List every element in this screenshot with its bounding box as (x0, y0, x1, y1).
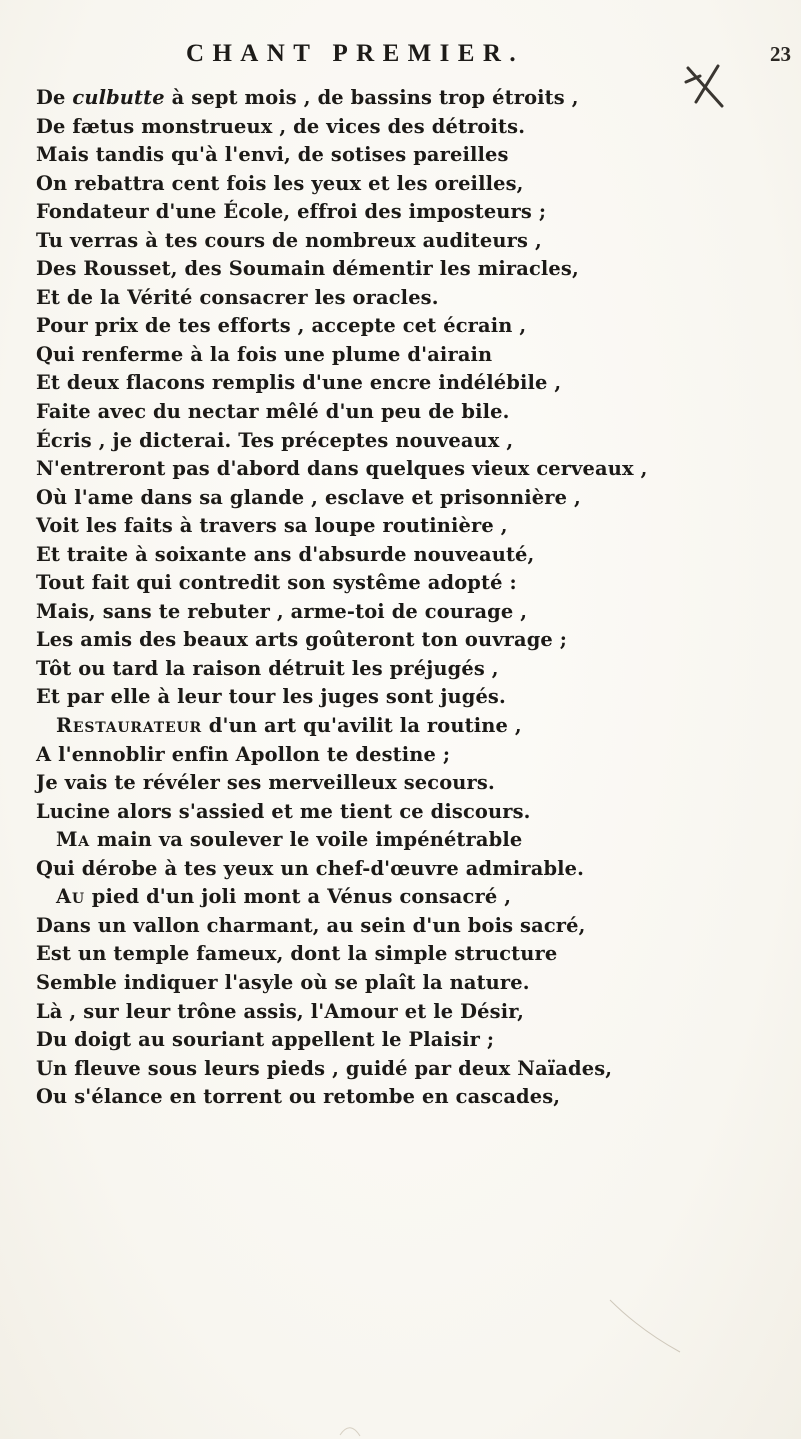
verse-text: A l'ennoblir enfin Apollon te destine ; (36, 742, 451, 766)
small-caps-lead: Au (56, 885, 85, 909)
verse-text: Mais, sans te rebuter , arme-toi de courage , (36, 599, 528, 623)
verse-line (36, 455, 796, 484)
verse-line (36, 369, 796, 398)
verse-line (36, 626, 796, 655)
verse-line (36, 598, 796, 627)
verse-block (36, 84, 796, 1112)
verse-line (36, 655, 796, 684)
verse-text: Là , sur leur trône assis, l'Amour et le Désir, (36, 999, 525, 1023)
verse-line (36, 826, 796, 855)
verse-line (36, 255, 796, 284)
verse-line (36, 227, 796, 256)
small-caps-lead: Restaurateur (56, 714, 202, 738)
verse-line (36, 541, 796, 570)
verse-text: Qui renferme à la fois une plume d'airain (36, 342, 493, 366)
verse-text: Tout fait qui contredit son systême adopté : (36, 571, 517, 595)
verse-line (36, 883, 796, 912)
verse-text: De fætus monstrueux , de vices des détroits. (36, 114, 526, 138)
verse-line (36, 940, 796, 969)
verse-line (36, 855, 796, 884)
verse-text: pied d'un joli mont a Vénus consacré , (84, 885, 512, 909)
verse-text: Mais tandis qu'à l'envi, de sotises pareilles (36, 143, 509, 167)
verse-line (36, 113, 796, 142)
verse-line (36, 484, 796, 513)
verse-line (36, 341, 796, 370)
verse-text: Fondateur d'une École, effroi des imposteurs ; (36, 200, 547, 224)
verse-line (36, 769, 796, 798)
verse-text: Du doigt au souriant appellent le Plaisir ; (36, 1028, 495, 1052)
verse-text: Est un temple fameux, dont la simple structure (36, 942, 558, 966)
verse-text: Les amis des beaux arts goûteront ton ouvrage ; (36, 628, 568, 652)
verse-line (36, 1083, 796, 1112)
verse-line (36, 512, 796, 541)
verse-text: Faite avec du nectar mêlé d'un peu de bile. (36, 400, 510, 424)
verse-text: De (36, 86, 73, 109)
verse-line (36, 712, 796, 741)
verse-line (36, 969, 796, 998)
verse-line (36, 1026, 796, 1055)
verse-line (36, 798, 796, 827)
verse-line (36, 141, 796, 170)
verse-line (36, 998, 796, 1027)
verse-line (36, 741, 796, 770)
page-number: 23 (770, 42, 791, 66)
verse-text: On rebattra cent fois les yeux et les oreilles, (36, 171, 524, 195)
verse-text: Et traite à soixante ans d'absurde nouveauté, (36, 542, 535, 566)
verse-line (36, 912, 796, 941)
verse-line (36, 1055, 796, 1084)
verse-line (36, 398, 796, 427)
verse-text: Dans un vallon charmant, au sein d'un bois sacré, (36, 913, 586, 937)
verse-text: Pour prix de tes efforts , accepte cet écrain , (36, 314, 527, 338)
verse-text: Voit les faits à travers sa loupe routinière , (36, 514, 508, 538)
verse-text: Tôt ou tard la raison détruit les préjugés , (36, 656, 499, 680)
verse-line (36, 569, 796, 598)
verse-text: Écris , je dicterai. Tes préceptes nouveaux , (36, 428, 514, 452)
verse-text: N'entreront pas d'abord dans quelques vieux cerveaux , (36, 457, 648, 481)
verse-line (36, 84, 796, 113)
verse-text: Où l'ame dans sa glande , esclave et prisonnière , (36, 485, 581, 509)
italic-word: culbutte (72, 86, 165, 109)
verse-line (36, 198, 796, 227)
verse-text: main va soulever le voile impénétrable (89, 828, 523, 852)
verse-text: Des Rousset, des Soumain démentir les miracles, (36, 257, 579, 281)
verse-line (36, 312, 796, 341)
verse-text: Lucine alors s'assied et me tient ce discours. (36, 799, 531, 823)
verse-text: Semble indiquer l'asyle où se plaît la nature. (36, 970, 530, 994)
verse-text: Tu verras à tes cours de nombreux auditeurs , (36, 228, 542, 252)
verse-text: d'un art qu'avilit la routine , (201, 714, 522, 738)
verse-line (36, 170, 796, 199)
verse-text: Et de la Vérité consacrer les oracles. (36, 285, 439, 309)
verse-text: Je vais te révéler ses merveilleux secours. (36, 771, 495, 795)
verse-text: Qui dérobe à tes yeux un chef-d'œuvre admirable. (36, 856, 585, 880)
verse-text: Et par elle à leur tour les juges sont jugés. (36, 685, 506, 709)
verse-line (36, 427, 796, 456)
verse-line (36, 683, 796, 712)
small-caps-lead: Ma (56, 828, 90, 852)
verse-text: Ou s'élance en torrent ou retombe en cascades, (36, 1085, 561, 1109)
verse-text: à sept mois , de bassins trop étroits , (164, 86, 579, 109)
verse-text: Un fleuve sous leurs pieds , guidé par deux Naïades, (36, 1056, 613, 1080)
running-title: CHANT PREMIER. (186, 40, 524, 67)
verse-text: Et deux flacons remplis d'une encre indélébile , (36, 371, 562, 395)
verse-line (36, 284, 796, 313)
